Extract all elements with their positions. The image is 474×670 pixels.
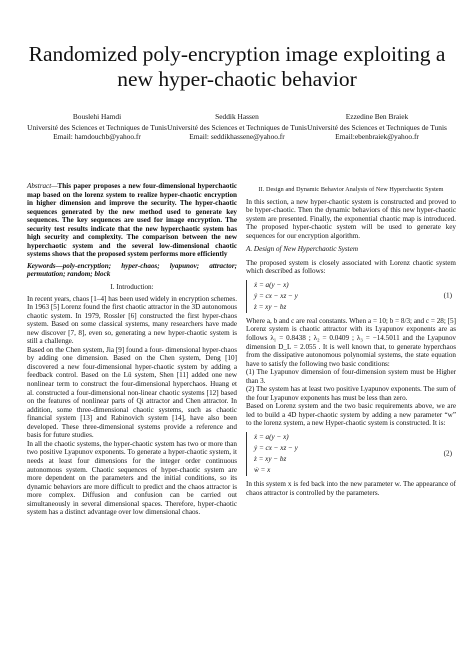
author-email: Email: seddikhassene@yahoo.fr bbox=[189, 132, 285, 142]
paper-title: Randomized poly-encryption image exploiting a new hyper-chaotic behavior bbox=[28, 42, 446, 91]
design-paragraph-2: The proposed system is closely associated with Lorenz chaotic system which described as follows: bbox=[246, 258, 456, 276]
equation-brace bbox=[246, 280, 251, 313]
design-paragraph-1: In this section, a new hyper-chaotic system is constructed and proved to be hyper-chaotic. Then the dynamic behaviors of this new hyper-chaotic system are presented. Finally, the exponential chaotic map is introduced. The proposed hyper-chaotic system will be used to generate key sequences for our encryption algorithm. bbox=[246, 197, 456, 240]
equation-line: ẇ = x bbox=[254, 466, 271, 475]
author-email: Email:ebenbraiek@yahoo.fr bbox=[335, 132, 419, 142]
equation-number: (2) bbox=[443, 449, 452, 458]
equation-line: ẋ = a(y − x) bbox=[254, 433, 289, 442]
intro-paragraph-1: In recent years, chaos [1–4] has been used widely in encryption schemes. In 1963 [5] Lorenz found the first chaotic attractor in the 3D autonomous chaotic system. In 1979, Rossler [6] constructed the first hyper-chaos system. Based on some classical systems, many researchers have made new discover [7, 8], even so, generating a new hyper-chaotic system is still a challenge. bbox=[27, 294, 237, 346]
abstract bbox=[27, 182, 237, 259]
equation-line: ẏ = cx − xz − y bbox=[254, 291, 298, 300]
author-affiliation: Université des Sciences et Techniques de Tunis bbox=[307, 123, 447, 133]
keywords: Keywords—poly-encryption; hyper-chaos; lyapunov; attractor; permutation; random; block bbox=[27, 261, 237, 279]
author-name: Bouslehi Hamdi bbox=[72, 112, 122, 121]
author-name: Seddik Hassen bbox=[215, 112, 259, 121]
subsection-heading: A. Design of New Hyperchaotic System bbox=[246, 245, 358, 254]
condition-2: (2) The system has at least two positive Lyapunov exponents. The sum of the four Lyapunov exponents has must be less than zero. bbox=[246, 385, 456, 402]
design-paragraph-5: In this system x is fed back into the new parameter w. The appearance of chaos attractor is controlled by the parameters. bbox=[246, 480, 456, 497]
author-email: Email: hamdouchb@yahoo.fr bbox=[53, 132, 141, 142]
author-block-3 bbox=[302, 112, 452, 142]
author-affiliation: Université des Sciences et Techniques de Tunis bbox=[167, 123, 307, 133]
author-affiliation: Université des Sciences et Techniques de Tunis bbox=[27, 123, 167, 133]
author-block-1 bbox=[22, 112, 172, 142]
left-column bbox=[27, 182, 237, 517]
equation-line: ż = xy − bz bbox=[254, 455, 287, 464]
intro-paragraph-3: In all the chaotic systems, the hyper-chaotic system has two or more than two positive Lyapunov exponents. To generate a hyper-chaotic system, it needs at least four dimensions for the integer order continuous autonomous system. Chaotic sequences of hyper-chaotic system are more dependent on the parameters and the initial conditions, so its dynamic behaviors are more difficult to predict and the chaos attractor is more complex. Diffusion and confusion can be carried out simultaneously in several dimensional spaces. Therefore, hyper-chaotic system has a distinct advantage over low dimensional chaos. bbox=[27, 439, 237, 517]
right-column bbox=[246, 182, 456, 497]
intro-paragraph-2: Based on the Chen system, Jia [9] found a four- dimensional hyper-chaos by adding one dimension. Based on the Chen system, Deng [10] discovered a new four-dimensional hyper-chaotic system by adding a feedback control. Based on the Lü system, Shen [11] added one new nonlinear term to construct the four-dimensional hyperchaos. Huang et al. constructed a four-dimensional non-linear chaotic systems [12] based on the features of nonlinear parts of Qi attractor and Chen attractor. In addition, some three-dimensional chaotic systems, such as chaotic financial system [13] and Rabinovich system [14], have also been developed. These three-dimensional systems provide a reference and basis for future studies. bbox=[27, 345, 237, 440]
section-heading-introduction: I. Introduction: bbox=[110, 283, 154, 292]
equation-line: ẋ = a(y − x) bbox=[254, 280, 289, 289]
design-paragraph-3: Where a, b and c are real constants. When a = 10; b = 8/3; and c = 28; [5] Lorenz system is chaotic attractor with its Lyapunov exponents are as follows λ₁ = 0.8438 ; λ₂ = 0.0409 ; λ₃ = −14.5011 and the Lyapunov dimension D_L = 2.055 . It is well known that, to generate hyperchaos from the dissipative autonomous polynomial systems, the state equation have to satisfy the following two basic conditions: bbox=[246, 316, 456, 368]
equation-brace bbox=[246, 432, 251, 476]
equation-1 bbox=[246, 280, 456, 313]
condition-1: (1) The Lyapunov dimension of four-dimension system must be Higher than 3. bbox=[246, 368, 456, 385]
design-paragraph-4: Based on Lorenz system and the two basic requirements above, we are led to build a 4D hyper-chaotic system by adding a new parameter “w” to the lorenz system, a new Hyper-chaotic system is constructed. It is: bbox=[246, 402, 456, 428]
author-name: Ezzedine Ben Braiek bbox=[345, 112, 409, 121]
equation-line: ż = xy − bz bbox=[254, 302, 287, 311]
equation-2 bbox=[246, 432, 456, 476]
abstract-label: Abstract— bbox=[27, 182, 58, 190]
abstract-text: This paper proposes a new four-dimensional hyperchaotic map based on the lorenz system to realize hyper-chaotic encryption in higher dimension and improve the security. The hyper-chaotic sequences generated by the new method used to generate key sequences. The key sequences are used for image encryption. The security test results indicate that the new hyperchaotic system has high security and complexity. The comparison between the new hyperchaotic system and the several low-dimensional chaotic systems shows that the proposed system performs more efficiently bbox=[27, 182, 237, 259]
equation-line: ẏ = cx − xz − y bbox=[254, 444, 298, 453]
section-heading-design: II. Design and Dynamic Behavior Analysis of New Hyperchaotic System bbox=[258, 187, 444, 193]
equation-number: (1) bbox=[443, 292, 452, 301]
author-block-2 bbox=[162, 112, 312, 142]
